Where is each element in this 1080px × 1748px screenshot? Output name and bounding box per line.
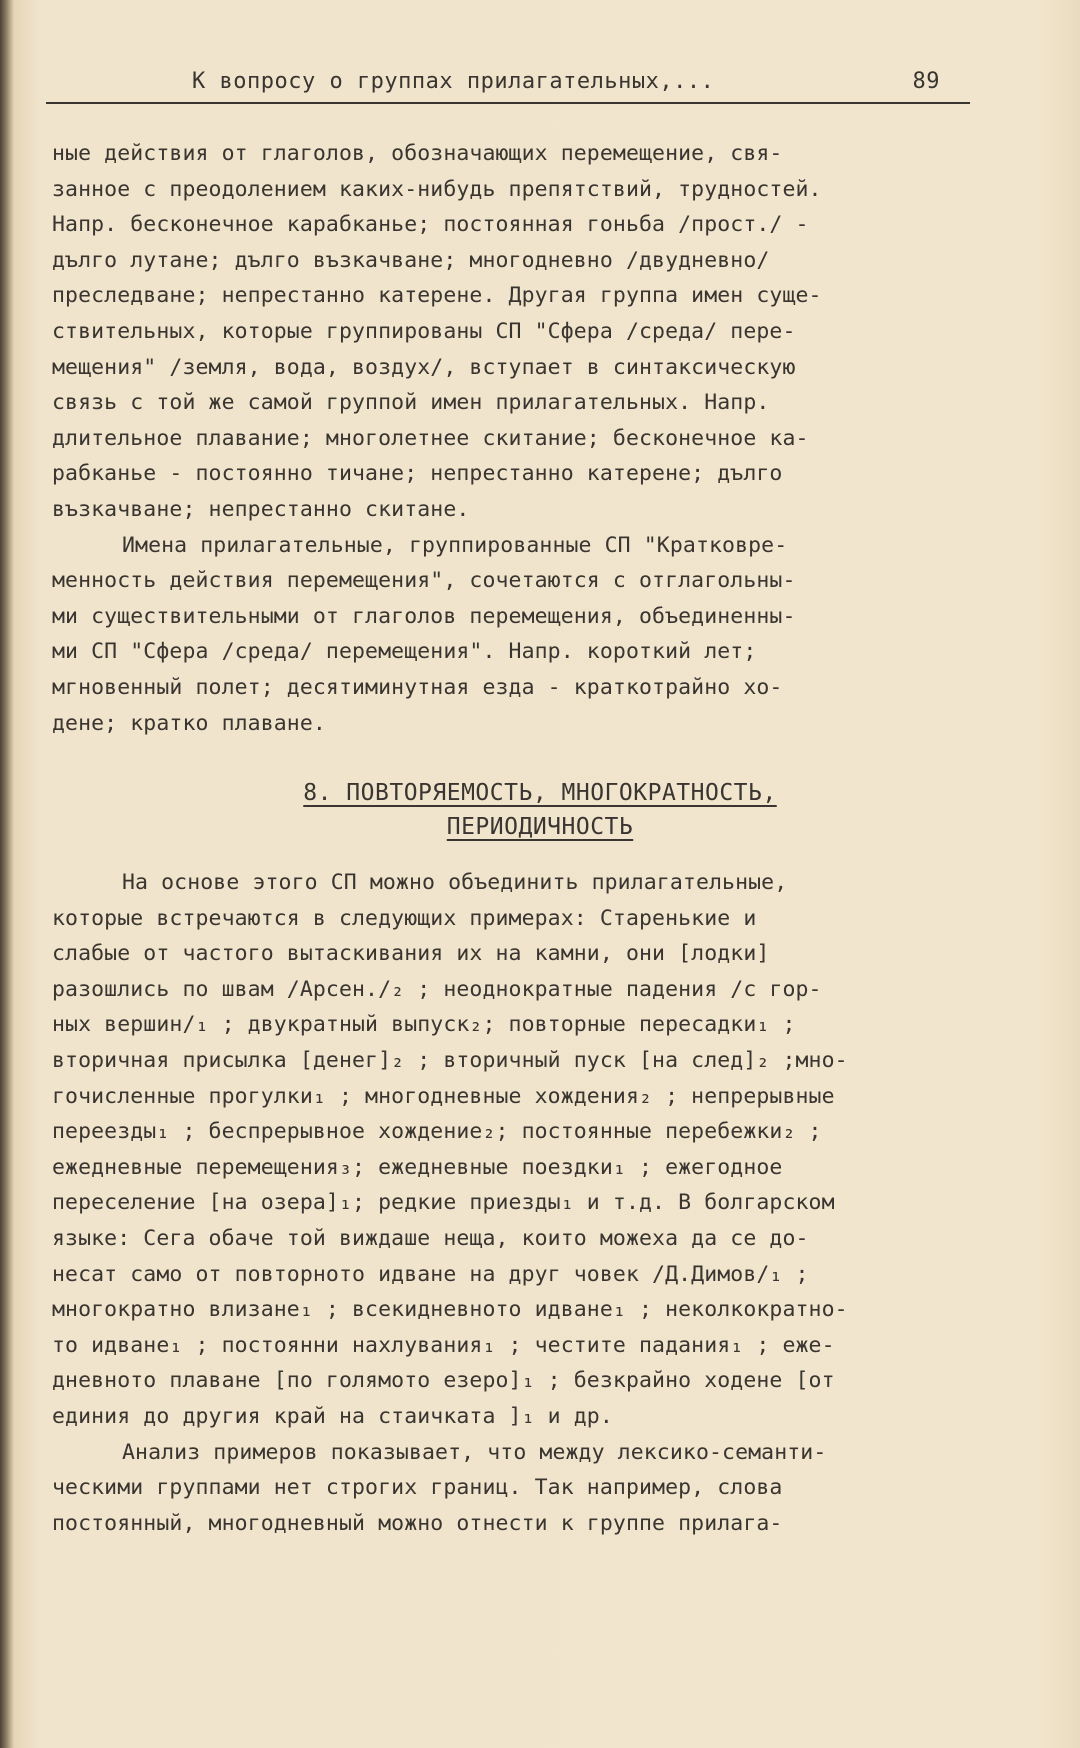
text-line: постоянный, многодневный можно отнести к группе прилага-	[52, 1510, 783, 1536]
paragraph-block-1	[52, 136, 1002, 741]
text-line: дълго лутане; дълго възкачване; многодневно /двудневно/	[52, 247, 770, 273]
text-line: которые встречаются в следующих примерах: Старенькие и	[52, 905, 757, 931]
text-line: гочисленные прогулки₁ ; многодневные хождения₂ ; непрерывные	[52, 1083, 835, 1109]
text-line: несат само от повторното идване на друг човек /Д.Димов/₁ ;	[52, 1261, 809, 1287]
text-line: ных вершин/₁ ; двукратный выпуск₂; повторные пересадки₁ ;	[52, 1012, 796, 1038]
text-line: Напр. бесконечное карабканье; постоянная гоньба /прост./ -	[52, 212, 809, 238]
text-line: дневното плаване [по голямото езеро]₁ ; безкрайно ходене [от	[52, 1368, 835, 1394]
running-title: К вопросу о группах прилагательных,...	[192, 69, 715, 94]
text-line: ми существительными от глаголов перемещения, объединенны-	[52, 603, 796, 629]
paragraph-block-2	[52, 865, 1002, 1541]
text-line: ми СП "Сфера /среда/ перемещения". Напр. короткий лет;	[52, 639, 757, 665]
text-line: дене; кратко плаване.	[52, 710, 326, 736]
text-line: слабые от частого вытаскивания их на камни, они [лодки]	[52, 941, 770, 967]
text-line: Имена прилагательные, группированные СП "Кратковре-	[122, 532, 788, 558]
text-line: преследване; непрестанно катерене. Другая группа имен суще-	[52, 283, 822, 309]
text-line: менность действия перемещения", сочетаются с отглагольны-	[52, 568, 796, 594]
text-line: На основе этого СП можно объединить прилагательные,	[122, 870, 788, 895]
text-line: мгновенный полет; десятиминутная езда - краткотрайно хо-	[52, 674, 783, 700]
text-line: вторичная присылка [денег]₂ ; вторичный пуск [на след]₂ ;мно-	[52, 1047, 848, 1073]
text-line: мещения" /земля, вода, воздух/, вступает в синтаксическую	[52, 354, 796, 380]
text-line: единия до другия край на стаичката ]₁ и др.	[52, 1403, 613, 1429]
text-line: ствительных, которые группированы СП "Сфера /среда/ пере-	[52, 318, 796, 344]
text-line: длительное плавание; многолетнее скитание; бесконечное ка-	[52, 425, 809, 451]
text-line: многократно влизане₁ ; всекидневното идване₁ ; неколкократно-	[52, 1297, 848, 1323]
page-header	[46, 66, 970, 104]
section-heading-line-1: 8. ПОВТОРЯЕМОСТЬ, МНОГОКРАТНОСТЬ,	[303, 780, 777, 806]
text-line: связь с той же самой группой имен прилагательных. Напр.	[52, 390, 770, 416]
text-line: переселение [на озера]₁; редкие приезды₁ и т.д. В болгарском	[52, 1190, 835, 1216]
text-line: ежедневные перемещения₃; ежедневные поездки₁ ; ежегодное	[52, 1154, 783, 1180]
text-line: Анализ примеров показывает, что между лексико-семанти-	[122, 1439, 827, 1465]
text-line: ные действия от глаголов, обозначающих перемещение, свя-	[52, 141, 783, 166]
section-heading-line-2: ПЕРИОДИЧНОСТЬ	[446, 814, 634, 840]
text-line: занное с преодолением каких-нибудь препятствий, трудностей.	[52, 176, 822, 202]
text-line: разошлись по швам /Арсен./₂ ; неоднократные падения /с гор-	[52, 976, 822, 1002]
text-line: ческими группами нет строгих границ. Так например, слова	[52, 1475, 783, 1501]
text-line: рабканье - постоянно тичане; непрестанно катерене; дълго	[52, 461, 783, 487]
text-line: переезды₁ ; беспрерывное хождение₂; постоянные перебежки₂ ;	[52, 1119, 822, 1145]
text-line: языке: Сега обаче той виждаше неща, които можеха да се до-	[52, 1225, 809, 1251]
text-line: то идване₁ ; постоянни нахлувания₁ ; честите падания₁ ; еже-	[52, 1332, 835, 1358]
page-number: 89	[912, 69, 940, 94]
text-line: възкачване; непрестанно скитане.	[52, 496, 470, 522]
